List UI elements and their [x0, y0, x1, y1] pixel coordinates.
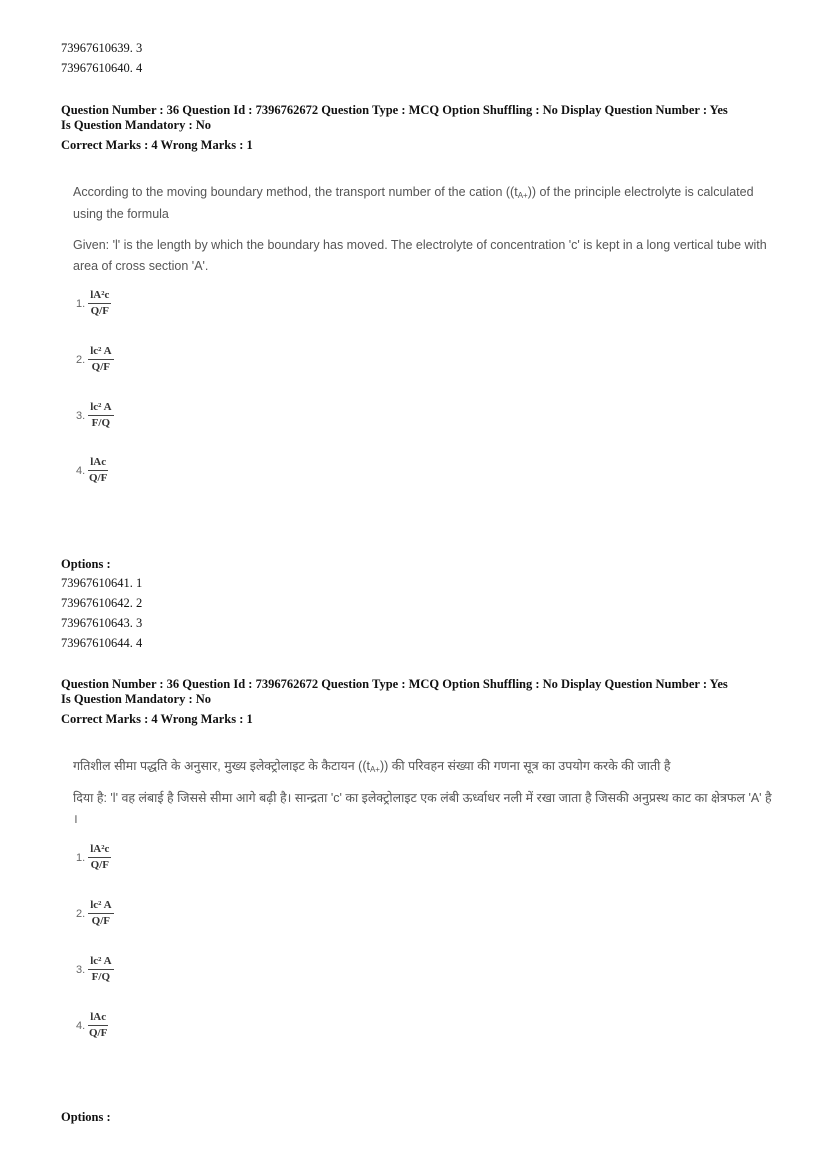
fraction-denominator: F/Q — [91, 971, 111, 983]
question-given: दिया है: 'l' वह लंबाई है जिससे सीमा आगे बढ़ी है। सान्द्रता 'c' का इलेक्ट्रोलाइट एक लंबी ऊर्ध्वाधर नली में रखा जाता है जिसकी अनुप्रस्थ काट का क्षेत्रफल 'A' है । — [73, 791, 772, 826]
choice-number: 2. — [76, 907, 86, 920]
choice-1 — [76, 843, 111, 872]
choice-number: 3. — [76, 409, 86, 422]
question-mandatory: Is Question Mandatory : No — [61, 118, 212, 132]
formula-fraction — [88, 1011, 108, 1040]
fraction-numerator: lc² A — [88, 899, 113, 914]
option-id-line: 73967610640. 4 — [61, 61, 143, 75]
question-text-part-a: गतिशील सीमा पद्धति के अनुसार, मुख्य इलेक्ट्रोलाइट के कैटायन (( — [73, 759, 367, 773]
option-id-line: 73967610644. 4 — [61, 636, 143, 650]
question-marks: Correct Marks : 4 Wrong Marks : 1 — [61, 138, 253, 152]
question-given: Given: 'l' is the length by which the boundary has moved. The electrolyte of concentration 'c' is kept in a long vertical tube with area of cross section 'A'. — [73, 238, 767, 273]
choice-number: 1. — [76, 297, 86, 310]
formula-fraction — [88, 289, 111, 318]
choice-2 — [76, 899, 114, 928]
formula-fraction — [88, 401, 113, 430]
option-id-line: 73967610639. 3 — [61, 41, 143, 55]
fraction-denominator: Q/F — [90, 305, 109, 317]
symbol-t: t — [514, 185, 518, 199]
formula-fraction — [88, 345, 113, 374]
fraction-numerator: lA²c — [88, 843, 111, 858]
choice-number: 1. — [76, 851, 86, 864]
choice-4 — [76, 1011, 108, 1040]
choice-1 — [76, 289, 111, 318]
question-header: Question Number : 36 Question Id : 7396762672 Question Type : MCQ Option Shuffling : No Display Question Number : Yes — [61, 677, 728, 691]
formula-fraction — [88, 955, 113, 984]
formula-fraction — [88, 843, 111, 872]
fraction-numerator: lA²c — [88, 289, 111, 304]
symbol-t: t — [366, 759, 370, 773]
question-text-part-a: According to the moving boundary method, the transport number of the cation (( — [73, 185, 515, 199]
fraction-denominator: F/Q — [91, 417, 111, 429]
options-label: Options : — [61, 1110, 111, 1124]
question-header: Question Number : 36 Question Id : 7396762672 Question Type : MCQ Option Shuffling : No Display Question Number : Yes — [61, 103, 728, 117]
option-id-line: 73967610641. 1 — [61, 576, 143, 590]
fraction-numerator: lc² A — [88, 345, 113, 360]
formula-fraction — [88, 456, 108, 485]
fraction-denominator: Q/F — [88, 472, 108, 484]
question-text-part-b: )) of the principle electrolyte is calculated using the formula — [73, 185, 754, 221]
question-mandatory: Is Question Mandatory : No — [61, 692, 212, 706]
choice-4 — [76, 456, 108, 485]
choice-number: 4. — [76, 464, 86, 477]
transport-number-symbol — [366, 759, 380, 773]
fraction-numerator: lc² A — [88, 955, 113, 970]
fraction-denominator: Q/F — [88, 1027, 108, 1039]
choice-number: 3. — [76, 963, 86, 976]
choice-number: 4. — [76, 1019, 86, 1032]
fraction-denominator: Q/F — [90, 859, 109, 871]
symbol-subscript: A+ — [369, 765, 380, 774]
question-marks: Correct Marks : 4 Wrong Marks : 1 — [61, 712, 253, 726]
question-text — [73, 756, 773, 778]
choice-3 — [76, 955, 114, 984]
symbol-subscript: A+ — [517, 191, 528, 200]
choice-2 — [76, 345, 114, 374]
fraction-numerator: lAc — [88, 1011, 108, 1026]
fraction-numerator: lAc — [88, 456, 108, 471]
question-text — [73, 182, 773, 225]
fraction-denominator: Q/F — [91, 361, 111, 373]
choice-number: 2. — [76, 353, 86, 366]
fraction-denominator: Q/F — [91, 915, 111, 927]
choice-3 — [76, 401, 114, 430]
formula-fraction — [88, 899, 113, 928]
options-label: Options : — [61, 557, 111, 571]
question-text-part-b: )) की परिवहन संख्या की गणना सूत्र का उपयोग करके की जाती है — [379, 759, 671, 773]
option-id-line: 73967610643. 3 — [61, 616, 143, 630]
fraction-numerator: lc² A — [88, 401, 113, 416]
option-id-line: 73967610642. 2 — [61, 596, 143, 610]
transport-number-symbol — [514, 185, 528, 199]
